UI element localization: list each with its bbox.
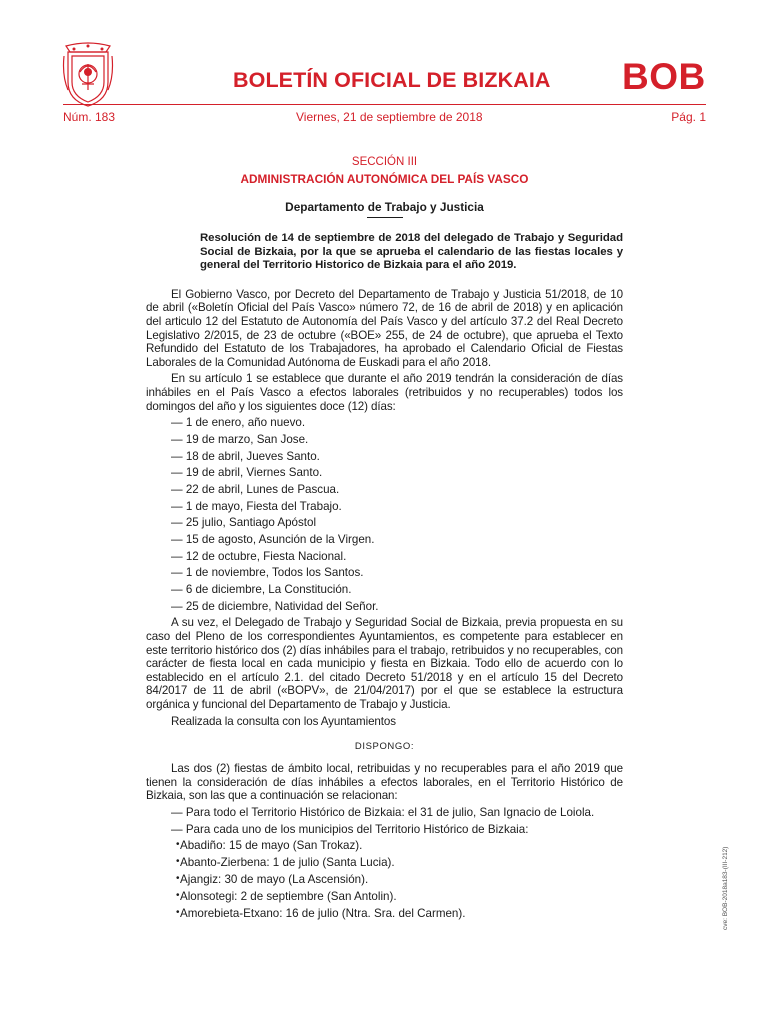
document-body [146,154,623,924]
section-title: ADMINISTRACIÓN AUTONÓMICA DEL PAÍS VASCO [240,172,529,186]
department-heading: Departamento de Trabajo y Justicia [285,200,484,214]
page-header [0,0,768,130]
list-item: — 25 de diciembre, Natividad del Señor. [171,599,379,613]
list-item: — 19 de abril, Viernes Santo. [171,466,323,480]
header-rule [63,104,706,105]
paragraph-consultation: Realizada la consulta con los Ayuntamientos [171,714,396,728]
paragraph-delegate: A su vez, el Delegado de Trabajo y Seguridad Social de Bizkaia, previa propuesta en su caso del Pleno de los correspondientes Ayuntamientos, es competente para establecer en este territorio histórico dos (2) días inhábiles para el trabajo, retribuidos y no recuperables, con carácter de fiesta local en cada municipio y fiesta en Bizkaia. Todo ello de acuerdo con lo establecido en el artículo 2.1. del citado Decreto 51/2018 y en el artículo 15 del Decreto 84/2017 de 11 de abril («BOPV», de 21/04/2017) por el que se establece la estructura orgánica y funcional del Departamento de Trabajo y Justicia. [146,616,623,711]
dispongo-heading: DISPONGO: [354,741,415,753]
list-item: • Ajangiz: 30 de mayo (La Ascensión). [146,873,623,887]
list-item: — 1 de enero, año nuevo. [171,416,306,430]
territory-list [146,806,623,836]
list-item: — 19 de marzo, San Jose. [171,432,309,446]
list-item: • Alonsotegi: 2 de septiembre (San Antolin). [146,890,623,904]
page-number: Pág. 1 [671,110,706,124]
list-item: — 1 de noviembre, Todos los Santos. [171,566,364,580]
list-item: — 18 de abril, Jueves Santo. [171,449,320,463]
journal-abbreviation: BOB [622,56,706,97]
paragraph-article-1: En su artículo 1 se establece que durante el año 2019 tendrán la consideración de días inhábiles en el País Vasco a efectos laborales (retribuidos y no recuperables) todos los domingos del año y los siguientes doce (12) días: [146,372,623,413]
list-item: — Para todo el Territorio Histórico de Bizkaia: el 31 de julio, San Ignacio de Loiola. [171,805,595,819]
list-item: — 1 de mayo, Fiesta del Trabajo. [171,499,342,513]
list-item: • Amorebieta-Etxano: 16 de julio (Ntra. Sra. del Carmen). [146,907,623,921]
section-label: SECCIÓN III [351,156,418,168]
issue-date: Viernes, 21 de septiembre de 2018 [296,110,483,124]
list-item: — 12 de octubre, Fiesta Nacional. [171,549,347,563]
journal-name: BOLETÍN OFICIAL DE BIZKAIA [233,68,551,92]
list-item: • Abanto-Zierbena: 1 de julio (Santa Lucia). [146,856,623,870]
list-item: • Abadiño: 15 de mayo (San Trokaz). [146,839,623,853]
list-item: — 22 de abril, Lunes de Pascua. [171,482,340,496]
municipality-list [146,839,623,920]
margin-code: cve: BOB-2018a183-(III-212) [722,846,729,930]
list-item: — Para cada uno de los municipios del Territorio Histórico de Bizkaia: [171,822,529,836]
holiday-list [146,416,623,613]
resolution-title: Resolución de 14 de septiembre de 2018 del delegado de Trabajo y Seguridad Social de Bizkaia, por la que se aprueba el calendario de las fiestas locales y general del Territorio Historico de Bizkaia para el año 2019. [200,232,623,272]
list-item: — 25 julio, Santiago Apóstol [171,516,317,530]
issue-number: Núm. 183 [63,110,116,124]
coat-of-arms-icon [62,42,114,110]
paragraph-decree: El Gobierno Vasco, por Decreto del Departamento de Trabajo y Justicia 51/2018, de 10 de abril («Boletín Oficial del País Vasco» número 72, de 16 de abril de 2018) y en aplicación del articulo 12 del Estatuto de Autonomía del País Vasco y del artículo 37.2 del Real Decreto Legislativo 2/2015, de 23 de octubre («BOE» 255, de 24 de octubre), que aprueba el Texto Refundido del Estatuto de los Trabajadores, ha aprobado el Calendario Oficial de Fiestas Laborales de la Comunidad Autónoma de Euskadi para el año 2018. [146,287,623,369]
list-item: — 6 de diciembre, La Constitución. [171,583,352,596]
paragraph-local-holidays: Las dos (2) fiestas de ámbito local, retribuidas y no recuperables para el año 2019 que tienen la consideración de días inhábiles a efectos laborales, en el Territorio Histórico de Bizkaia, son las que a continuación se relacionan: [146,762,623,803]
list-item: — 15 de agosto, Asunción de la Virgen. [171,532,375,546]
department-rule [367,217,403,218]
